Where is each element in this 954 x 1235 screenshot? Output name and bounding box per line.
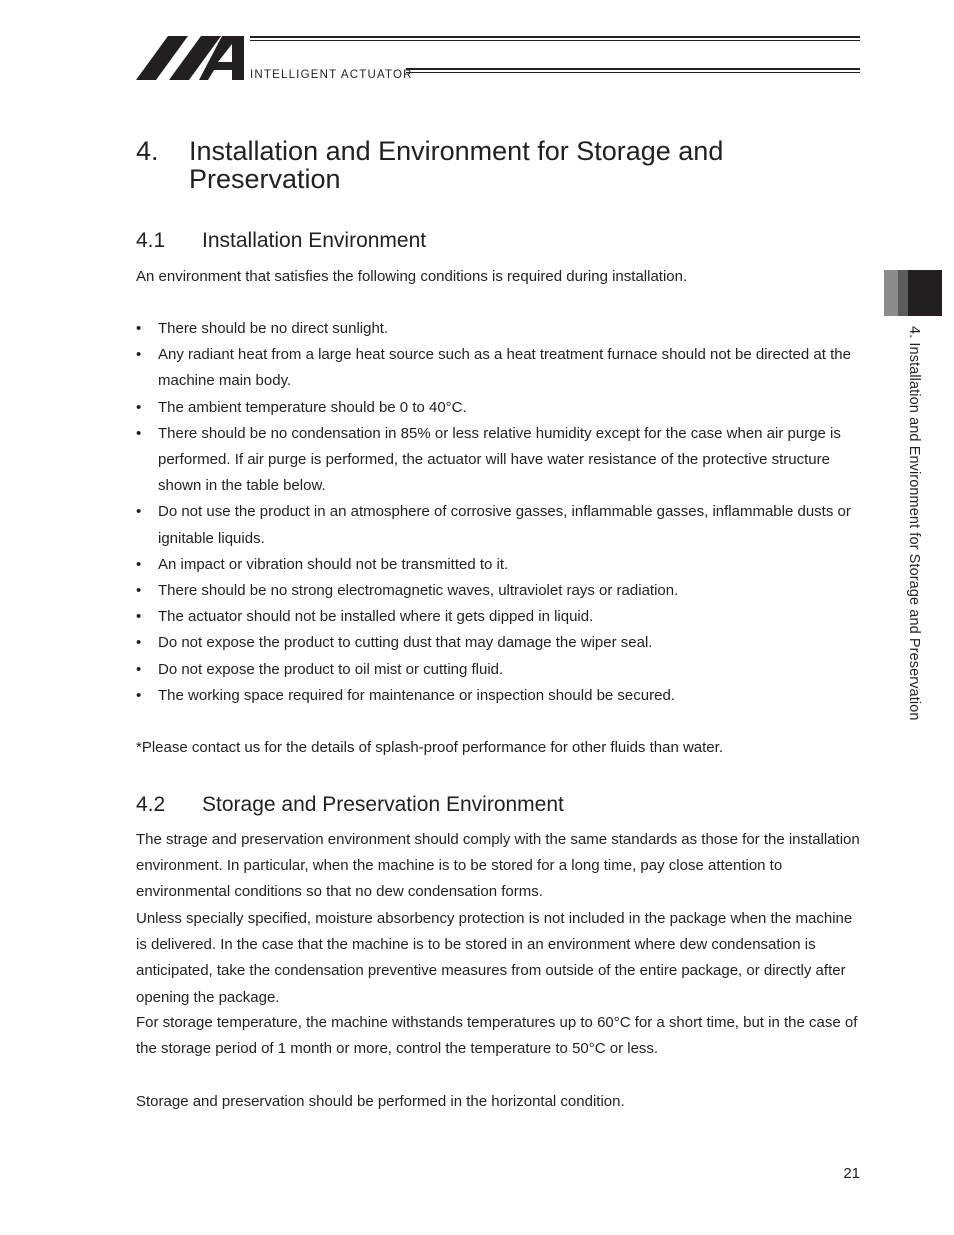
list-item-text: An impact or vibration should not be transmitted to it. <box>158 555 509 573</box>
list-item-text: The working space required for maintenance or inspection should be secured. <box>158 686 675 704</box>
tab-stripe-mid <box>898 270 908 316</box>
section2-paragraph-4: Storage and preservation should be performed in the horizontal condition. <box>136 1093 625 1110</box>
title-text: Installation and Environment for Storage and Preservation <box>189 136 724 194</box>
list-item <box>136 604 864 630</box>
section1-intro: An environment that satisfies the following conditions is required during installation. <box>136 268 688 285</box>
section2-paragraph-2: Unless specially specified, moisture absorbency protection is not included in the package when the machine is delivered. In the case that the machine is to be stored in an environment where dew condensation is anticipated, take the condensation preventive measures from outside of the entire package, or directly after opening the package. <box>136 910 853 1006</box>
header-rule-top-thick <box>250 36 860 38</box>
bullet-icon: • <box>136 660 142 678</box>
bullet-icon: • <box>136 582 142 600</box>
list-item <box>136 552 864 578</box>
list-item-text: There should be no condensation in 85% or less relative humidity except for the case when air purge is performed. If air purge is performed, the actuator will have water resistance of the protective structure shown in the table below. <box>158 424 841 495</box>
list-item <box>136 578 864 604</box>
bullet-icon: • <box>136 686 142 704</box>
list-item <box>136 683 864 709</box>
list-item-text: Do not expose the product to cutting dust that may damage the wiper seal. <box>158 634 653 652</box>
list-item-text: Do not use the product in an atmosphere of corrosive gasses, inflammable gasses, inflammable dusts or ignitable liquids. <box>158 503 851 547</box>
list-item-text: There should be no direct sunlight. <box>158 320 389 337</box>
installation-conditions-list <box>136 316 864 709</box>
bullet-icon: • <box>136 424 142 442</box>
page-title <box>136 137 836 193</box>
bullet-icon: • <box>136 634 142 652</box>
bullet-icon: • <box>136 555 142 573</box>
section-title: Storage and Preservation Environment <box>202 793 564 816</box>
section-number: 4.1 <box>136 229 166 252</box>
list-item <box>136 395 864 421</box>
bullet-icon: • <box>136 398 142 416</box>
list-item-text: The ambient temperature should be 0 to 40°C. <box>158 398 467 416</box>
brand-text: INTELLIGENT ACTUATOR <box>250 69 413 81</box>
chapter-side-label: 4. Installation and Environment for Storage and Preservation <box>906 326 922 721</box>
chapter-tab-marker <box>884 270 942 316</box>
header-rule-right-thick <box>406 68 860 70</box>
section2-paragraph-1: The strage and preservation environment should comply with the same standards as those for the installation environment. In particular, when the machine is to be stored for a long time, pay close attention to environmental conditions so that no dew condensation forms. <box>136 831 860 901</box>
title-number: 4. <box>136 136 159 166</box>
section2-paragraph-3: For storage temperature, the machine withstands temperatures up to 60°C for a short time, but in the case of the storage period of 1 month or more, control the temperature to 50°C or less. <box>136 1014 858 1058</box>
section-heading-4-2 <box>136 793 564 817</box>
bullet-icon: • <box>136 320 142 337</box>
tab-stripe-light <box>884 270 898 316</box>
bullet-icon: • <box>136 608 142 626</box>
bullet-icon: • <box>136 503 142 521</box>
list-item <box>136 499 864 551</box>
list-item-text: Do not expose the product to oil mist or cutting fluid. <box>158 660 504 678</box>
list-item <box>136 421 864 500</box>
bullet-icon: • <box>136 346 142 364</box>
list-item <box>136 316 864 342</box>
list-item-text: The actuator should not be installed where it gets dipped in liquid. <box>158 608 594 626</box>
list-item-text: There should be no strong electromagnetic waves, ultraviolet rays or radiation. <box>158 582 679 600</box>
section1-note: *Please contact us for the details of splash-proof performance for other fluids than water. <box>136 739 723 756</box>
list-item <box>136 342 864 394</box>
section-heading-4-1 <box>136 229 426 253</box>
page-number: 21 <box>843 1165 860 1182</box>
section-number: 4.2 <box>136 793 166 816</box>
page-header <box>136 34 860 84</box>
header-rule-top-thin <box>250 40 860 41</box>
tab-block-dark <box>908 270 942 316</box>
section-title: Installation Environment <box>202 229 427 252</box>
iai-logo-icon <box>136 34 248 82</box>
header-rule-right-thin <box>406 72 860 73</box>
list-item-text: Any radiant heat from a large heat source such as a heat treatment furnace should not be directed at the machine main body. <box>158 346 851 390</box>
list-item <box>136 630 864 656</box>
list-item <box>136 657 864 683</box>
